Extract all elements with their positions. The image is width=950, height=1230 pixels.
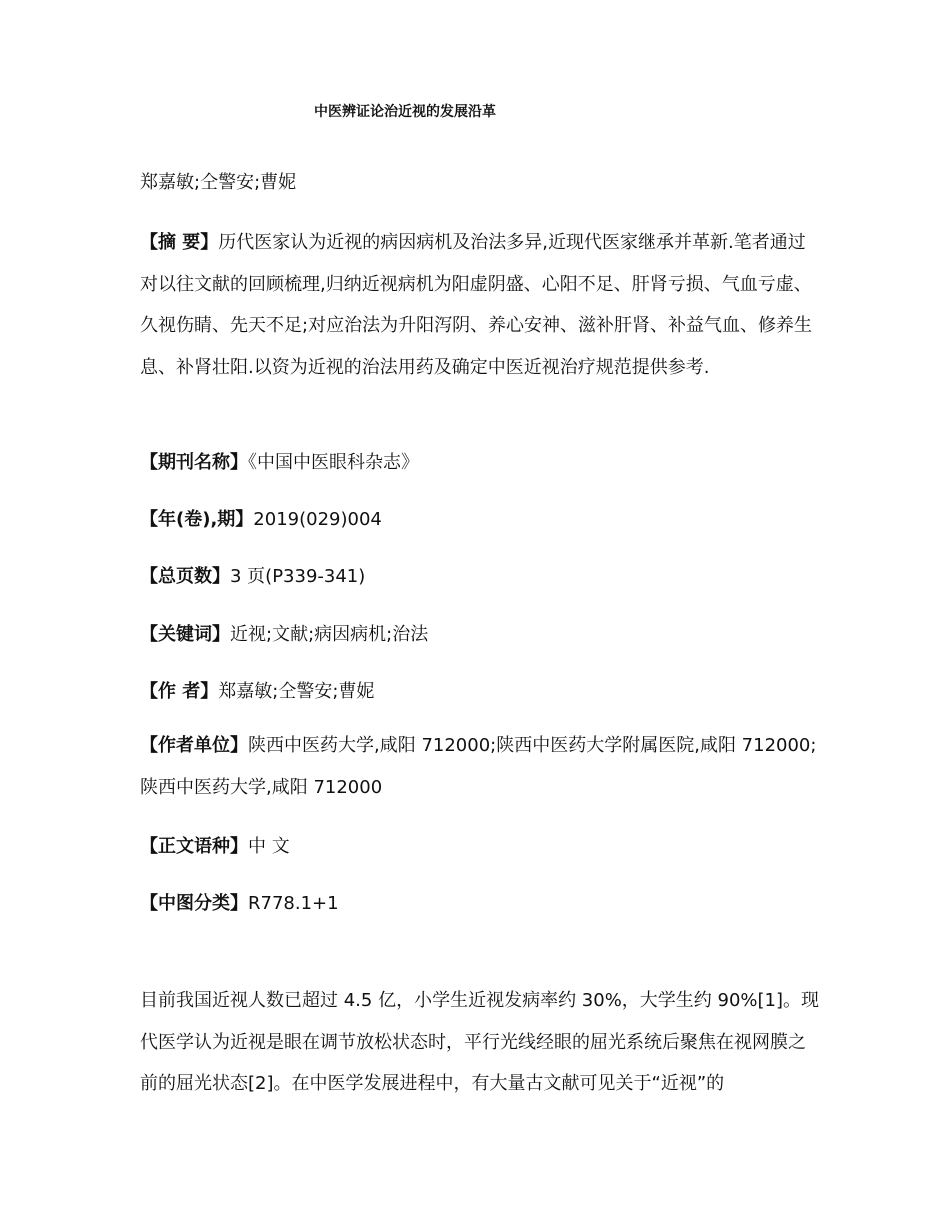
- field-year-issue: [140, 505, 382, 531]
- field-language-value: 中 文: [248, 836, 290, 857]
- field-pages-label: 【总页数】: [140, 566, 230, 587]
- field-pages-value: 3 页(P339-341): [230, 566, 366, 587]
- field-classification-value: R778.1+1: [248, 893, 339, 914]
- field-year-issue-label: 【年(卷),期】: [140, 509, 254, 530]
- field-pages: [140, 562, 365, 588]
- field-keywords: [140, 620, 428, 646]
- abstract-label: 【摘 要】: [140, 232, 219, 253]
- body-paragraph: 目前我国近视人数已超过 4.5 亿，小学生近视发病率约 30%，大学生约 90%[1]。现代医学认为近视是眼在调节放松状态时，平行光线经眼的屈光系统后聚焦在视网膜之前的屈光状态[2]。在中医学发展进程中，有大量古文献可见关于“近视”的: [140, 990, 820, 1094]
- field-affiliation: [140, 725, 820, 808]
- abstract-text: 历代医家认为近视的病因病机及治法多异,近现代医家继承并革新.笔者通过对以往文献的回顾梳理,归纳近视病机为阳虚阴盛、心阳不足、肝肾亏损、气血亏虚、久视伤睛、先天不足;对应治法为升阳泻阴、养心安神、滋补肝肾、补益气血、修养生息、补肾壮阳.以资为近视的治法用药及确定中医近视治疗规范提供参考.: [140, 232, 813, 378]
- field-keywords-value: 近视;文献;病因病机;治法: [230, 624, 429, 645]
- field-authors-label: 【作 者】: [140, 681, 219, 702]
- field-affiliation-label: 【作者单位】: [140, 735, 248, 756]
- authors-line: 郑嘉敏;仝警安;曹妮: [140, 172, 297, 193]
- field-journal: [140, 448, 419, 474]
- field-affiliation-value: 陕西中医药大学,咸阳 712000;陕西中医药大学附属医院,咸阳 712000;陕西中医药大学,咸阳 712000: [140, 735, 817, 798]
- abstract-section: [140, 222, 820, 388]
- document-title: 中医辨证论治近视的发展沿革: [314, 104, 496, 120]
- field-journal-value: 《中国中医眼科杂志》: [248, 452, 419, 473]
- field-authors-value: 郑嘉敏;仝警安;曹妮: [218, 681, 375, 702]
- field-keywords-label: 【关键词】: [140, 624, 230, 645]
- field-classification-label: 【中图分类】: [140, 893, 248, 914]
- field-classification: [140, 889, 339, 915]
- field-authors: [140, 677, 374, 703]
- field-language-label: 【正文语种】: [140, 836, 248, 857]
- field-journal-label: 【期刊名称】: [140, 452, 248, 473]
- field-language: [140, 832, 290, 858]
- field-year-issue-value: 2019(029)004: [253, 509, 382, 530]
